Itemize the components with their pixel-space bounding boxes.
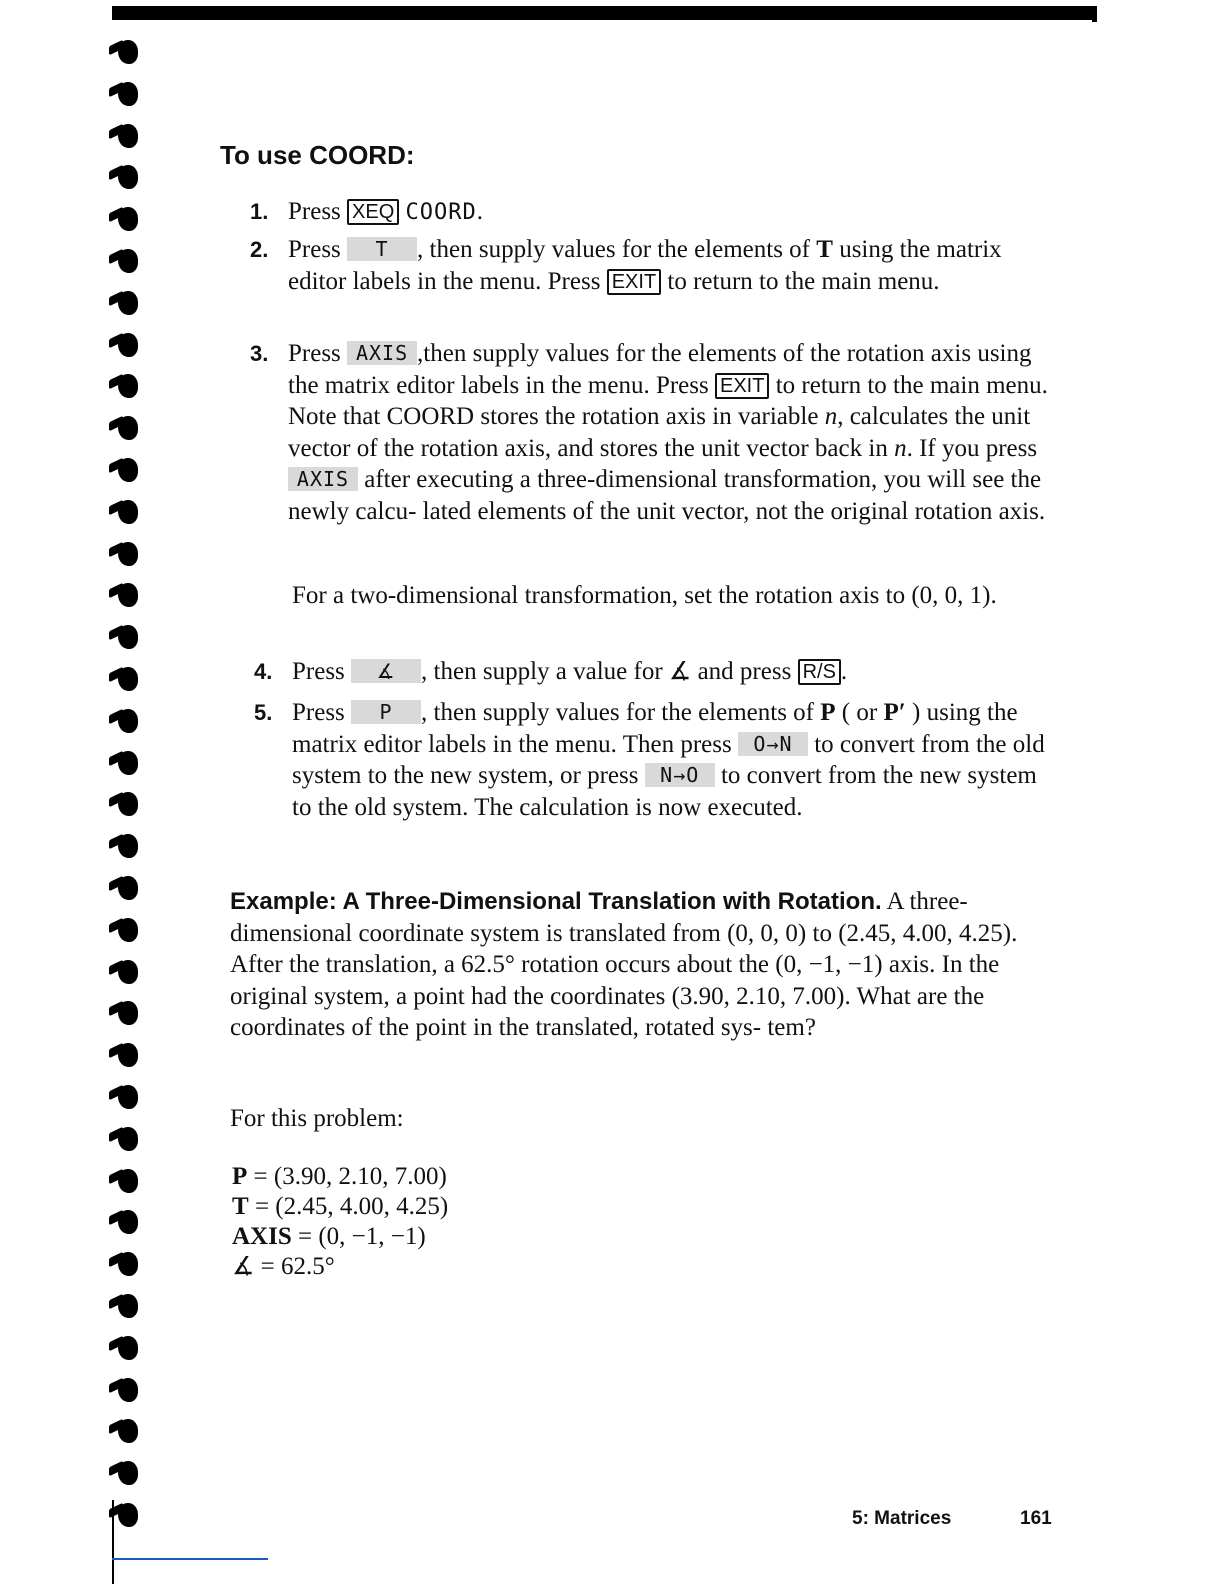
old-to-new-menu-key: O→N xyxy=(738,732,808,756)
angle-menu-key: ∡ xyxy=(351,659,421,683)
step-body: Press T , then supply values for the elements of T using the matrix editor labels in the menu. Press EXIT to return to the main menu. xyxy=(288,236,1002,295)
binding-hole xyxy=(118,1503,138,1527)
binding-hole xyxy=(118,1085,138,1109)
value-row: AXIS = (0, −1, −1) xyxy=(232,1223,426,1250)
new-to-old-menu-key: N→O xyxy=(645,763,715,787)
step-number: 2. xyxy=(250,237,269,262)
binding-hole xyxy=(118,1043,138,1067)
exit-key: EXIT xyxy=(607,269,661,295)
footer-chapter: 5: Matrices xyxy=(852,1508,952,1529)
footer-page-number: 161 xyxy=(1020,1508,1052,1529)
exit-key: EXIT xyxy=(715,373,769,399)
binding-hole xyxy=(118,918,138,942)
page-edge xyxy=(112,1500,114,1584)
binding-hole xyxy=(118,1252,138,1276)
t-menu-key: T xyxy=(347,237,417,261)
binding-hole xyxy=(118,249,138,273)
binding-hole xyxy=(118,40,138,64)
binding-hole xyxy=(118,667,138,691)
axis-menu-key: AXIS xyxy=(347,341,417,365)
binding-hole xyxy=(118,542,138,566)
step-number: 5. xyxy=(254,700,273,725)
binding-hole xyxy=(118,834,138,858)
binding-hole xyxy=(118,1210,138,1234)
value-row: ∡ = 62.5° xyxy=(232,1253,335,1280)
binding-hole xyxy=(118,416,138,440)
binding-hole xyxy=(118,1378,138,1402)
rs-key: R/S xyxy=(798,659,841,685)
top-rule-tick xyxy=(1092,6,1097,22)
xeq-key: XEQ xyxy=(347,199,399,225)
value-row: T = (2.45, 4.00, 4.25) xyxy=(232,1193,449,1220)
example-paragraph xyxy=(230,886,1050,1044)
step-3-note: For a two-dimensional transformation, set the rotation axis to (0, 0, 1). xyxy=(292,582,997,609)
section-heading: To use COORD: xyxy=(220,140,415,170)
binding-hole xyxy=(118,333,138,357)
binding-hole xyxy=(118,1169,138,1193)
binding-hole xyxy=(118,1336,138,1360)
p-menu-key: P xyxy=(351,700,421,724)
binding-hole xyxy=(118,751,138,775)
problem-intro: For this problem: xyxy=(230,1105,404,1132)
step-body: Press ∡ , then supply a value for ∡ and press R/S . xyxy=(292,658,848,685)
step-body: Press P , then supply values for the elements of P ( or P′ ) using the matrix editor labels in the menu. Then press O→N to convert from the old system to the new system, or press N→O to convert from the new system to the old system. The calculation is now executed. xyxy=(292,699,1045,821)
top-rule xyxy=(112,6,1096,20)
spiral-binding xyxy=(110,40,160,1584)
binding-hole xyxy=(118,1461,138,1485)
coord-menu-label: COORD xyxy=(405,200,477,225)
angle-symbol: ∡ xyxy=(668,658,692,685)
axis-menu-key: AXIS xyxy=(288,467,358,491)
binding-hole xyxy=(118,1001,138,1025)
binding-hole xyxy=(118,458,138,482)
binding-hole xyxy=(118,1419,138,1443)
binding-hole xyxy=(118,709,138,733)
binding-hole xyxy=(118,960,138,984)
step-number: 4. xyxy=(254,659,273,684)
binding-hole xyxy=(118,207,138,231)
binding-hole xyxy=(118,583,138,607)
binding-hole xyxy=(118,374,138,398)
step-body: Press AXIS ,then supply values for the elements of the rotation axis using the matrix editor labels in the menu. Press EXIT to return to the main menu. Note that COORD stores the rotation axis in variable n, calculates the unit vector of the rotation axis, and stores the unit vector back in n. If you press AXIS after executing a three-dimensional transformation, you will see the newly calcu- lated elements of the unit vector, not the original rotation axis. xyxy=(288,340,1048,525)
binding-hole xyxy=(118,82,138,106)
values-list xyxy=(232,1162,448,1282)
binding-hole xyxy=(118,1127,138,1151)
step-body: Press XEQ COORD. xyxy=(288,196,1048,229)
binding-hole xyxy=(118,876,138,900)
example-text: A three-dimensional coordinate system is translated from (0, 0, 0) to (2.45, 4.00, 4.25). After the translation, a 62.5° rotation occurs about the (0, −1, −1) axis. In the original system, a point had the coordinates (3.90, 2.10, 7.00). What are the coordinates of the point in the translated, rotated sys- tem? xyxy=(230,888,1018,1041)
binding-hole xyxy=(118,291,138,315)
step-number: 3. xyxy=(250,341,269,366)
binding-hole xyxy=(118,500,138,524)
page-edge-line xyxy=(112,1558,268,1560)
step-number: 1. xyxy=(250,199,269,224)
binding-hole xyxy=(118,625,138,649)
value-row: P = (3.90, 2.10, 7.00) xyxy=(232,1163,447,1190)
binding-hole xyxy=(118,124,138,148)
binding-hole xyxy=(118,792,138,816)
example-title: Example: A Three-Dimensional Translation with Rotation. xyxy=(230,888,882,915)
binding-hole xyxy=(118,1294,138,1318)
binding-hole xyxy=(118,165,138,189)
